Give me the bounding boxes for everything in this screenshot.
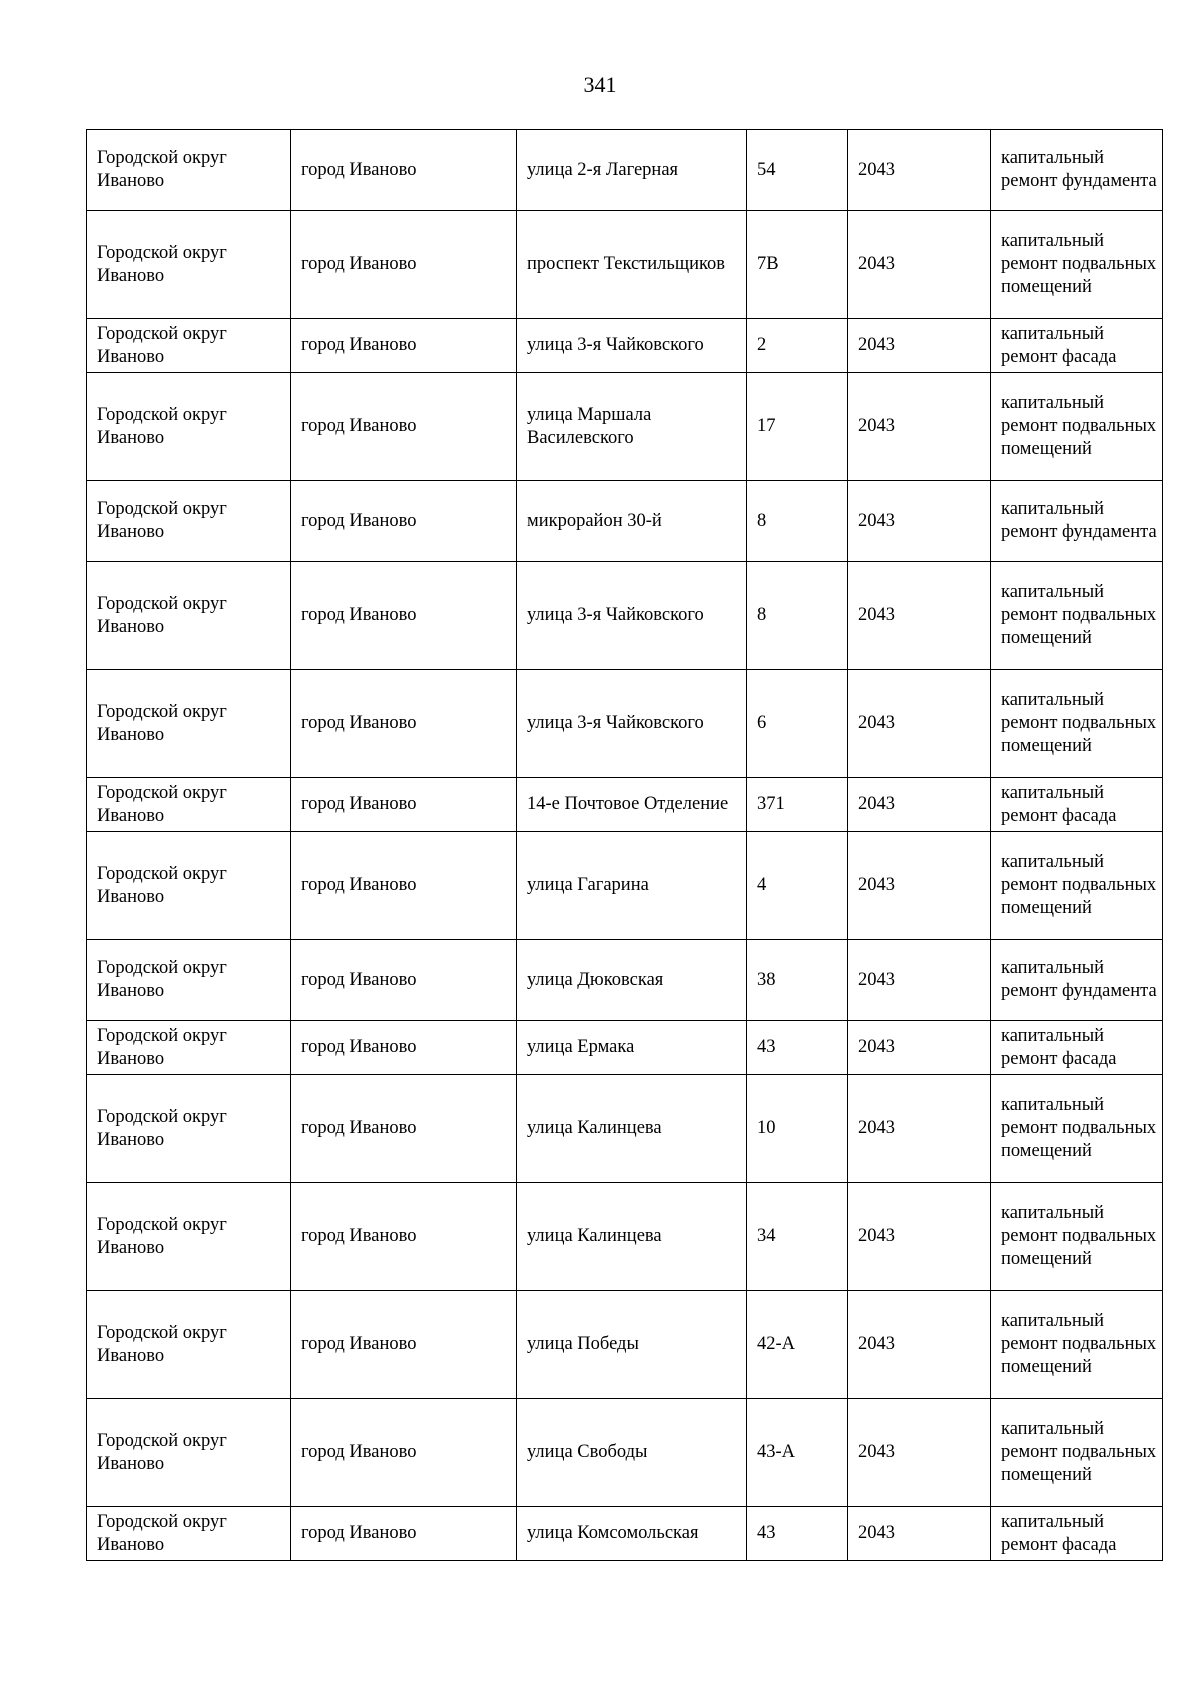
house-number-cell: 371: [747, 778, 848, 832]
city-cell: город Иваново: [291, 211, 517, 319]
house-number-cell: 43: [747, 1021, 848, 1075]
house-number-cell: 43-А: [747, 1399, 848, 1507]
year-cell: 2043: [848, 670, 991, 778]
table-row: [87, 1291, 1163, 1399]
house-number-cell: 43: [747, 1507, 848, 1561]
work-type-cell: капитальный ремонт фасада: [991, 1021, 1163, 1075]
work-type-cell: капитальный ремонт подвальных помещений: [991, 1291, 1163, 1399]
table-row: [87, 670, 1163, 778]
house-number-cell: 54: [747, 130, 848, 211]
city-cell: город Иваново: [291, 1291, 517, 1399]
year-cell: 2043: [848, 1075, 991, 1183]
year-cell: 2043: [848, 1291, 991, 1399]
work-type-cell: капитальный ремонт подвальных помещений: [991, 1399, 1163, 1507]
district-cell: Городской округ Иваново: [87, 1507, 291, 1561]
repair-schedule-table: [86, 129, 1163, 1561]
street-cell: улица 3-я Чайковского: [517, 319, 747, 373]
year-cell: 2043: [848, 1183, 991, 1291]
city-cell: город Иваново: [291, 1399, 517, 1507]
city-cell: город Иваново: [291, 130, 517, 211]
street-cell: улица Комсомольская: [517, 1507, 747, 1561]
work-type-cell: капитальный ремонт фасада: [991, 319, 1163, 373]
street-cell: проспект Текстильщиков: [517, 211, 747, 319]
city-cell: город Иваново: [291, 1183, 517, 1291]
district-cell: Городской округ Иваново: [87, 832, 291, 940]
year-cell: 2043: [848, 211, 991, 319]
street-cell: улица 2-я Лагерная: [517, 130, 747, 211]
district-cell: Городской округ Иваново: [87, 778, 291, 832]
street-cell: улица Маршала Василевского: [517, 373, 747, 481]
street-cell: улица Гагарина: [517, 832, 747, 940]
house-number-cell: 38: [747, 940, 848, 1021]
district-cell: Городской округ Иваново: [87, 670, 291, 778]
city-cell: город Иваново: [291, 940, 517, 1021]
district-cell: Городской округ Иваново: [87, 319, 291, 373]
work-type-cell: капитальный ремонт фасада: [991, 1507, 1163, 1561]
table-row: [87, 778, 1163, 832]
street-cell: улица 3-я Чайковского: [517, 670, 747, 778]
district-cell: Городской округ Иваново: [87, 130, 291, 211]
work-type-cell: капитальный ремонт фасада: [991, 778, 1163, 832]
city-cell: город Иваново: [291, 1507, 517, 1561]
street-cell: улица 3-я Чайковского: [517, 562, 747, 670]
year-cell: 2043: [848, 778, 991, 832]
city-cell: город Иваново: [291, 1021, 517, 1075]
work-type-cell: капитальный ремонт подвальных помещений: [991, 211, 1163, 319]
street-cell: 14-е Почтовое Отделение: [517, 778, 747, 832]
work-type-cell: капитальный ремонт подвальных помещений: [991, 1075, 1163, 1183]
street-cell: улица Свободы: [517, 1399, 747, 1507]
table-row: [87, 481, 1163, 562]
district-cell: Городской округ Иваново: [87, 1291, 291, 1399]
street-cell: улица Дюковская: [517, 940, 747, 1021]
year-cell: 2043: [848, 562, 991, 670]
house-number-cell: 34: [747, 1183, 848, 1291]
work-type-cell: капитальный ремонт подвальных помещений: [991, 670, 1163, 778]
city-cell: город Иваново: [291, 481, 517, 562]
district-cell: Городской округ Иваново: [87, 373, 291, 481]
house-number-cell: 10: [747, 1075, 848, 1183]
table-row: [87, 211, 1163, 319]
table-row: [87, 1507, 1163, 1561]
table-row: [87, 319, 1163, 373]
work-type-cell: капитальный ремонт подвальных помещений: [991, 373, 1163, 481]
house-number-cell: 8: [747, 481, 848, 562]
district-cell: Городской округ Иваново: [87, 562, 291, 670]
street-cell: улица Калинцева: [517, 1183, 747, 1291]
table-row: [87, 1399, 1163, 1507]
house-number-cell: 6: [747, 670, 848, 778]
year-cell: 2043: [848, 1021, 991, 1075]
district-cell: Городской округ Иваново: [87, 1399, 291, 1507]
table-row: [87, 373, 1163, 481]
year-cell: 2043: [848, 481, 991, 562]
page-number: 341: [583, 72, 617, 97]
street-cell: улица Калинцева: [517, 1075, 747, 1183]
district-cell: Городской округ Иваново: [87, 481, 291, 562]
district-cell: Городской округ Иваново: [87, 1183, 291, 1291]
table-row: [87, 1075, 1163, 1183]
year-cell: 2043: [848, 1507, 991, 1561]
house-number-cell: 2: [747, 319, 848, 373]
city-cell: город Иваново: [291, 1075, 517, 1183]
district-cell: Городской округ Иваново: [87, 1075, 291, 1183]
year-cell: 2043: [848, 940, 991, 1021]
district-cell: Городской округ Иваново: [87, 940, 291, 1021]
year-cell: 2043: [848, 832, 991, 940]
work-type-cell: капитальный ремонт фундамента: [991, 481, 1163, 562]
year-cell: 2043: [848, 1399, 991, 1507]
city-cell: город Иваново: [291, 562, 517, 670]
table-row: [87, 832, 1163, 940]
table-row: [87, 940, 1163, 1021]
year-cell: 2043: [848, 319, 991, 373]
house-number-cell: 17: [747, 373, 848, 481]
work-type-cell: капитальный ремонт фундамента: [991, 130, 1163, 211]
house-number-cell: 4: [747, 832, 848, 940]
table-row: [87, 1183, 1163, 1291]
street-cell: микрорайон 30-й: [517, 481, 747, 562]
work-type-cell: капитальный ремонт подвальных помещений: [991, 832, 1163, 940]
work-type-cell: капитальный ремонт фундамента: [991, 940, 1163, 1021]
street-cell: улица Победы: [517, 1291, 747, 1399]
city-cell: город Иваново: [291, 319, 517, 373]
house-number-cell: 8: [747, 562, 848, 670]
table-row: [87, 130, 1163, 211]
house-number-cell: 42-А: [747, 1291, 848, 1399]
work-type-cell: капитальный ремонт подвальных помещений: [991, 1183, 1163, 1291]
city-cell: город Иваново: [291, 373, 517, 481]
year-cell: 2043: [848, 130, 991, 211]
city-cell: город Иваново: [291, 832, 517, 940]
district-cell: Городской округ Иваново: [87, 211, 291, 319]
street-cell: улица Ермака: [517, 1021, 747, 1075]
house-number-cell: 7В: [747, 211, 848, 319]
city-cell: город Иваново: [291, 670, 517, 778]
table-row: [87, 1021, 1163, 1075]
district-cell: Городской округ Иваново: [87, 1021, 291, 1075]
city-cell: город Иваново: [291, 778, 517, 832]
table-row: [87, 562, 1163, 670]
year-cell: 2043: [848, 373, 991, 481]
work-type-cell: капитальный ремонт подвальных помещений: [991, 562, 1163, 670]
